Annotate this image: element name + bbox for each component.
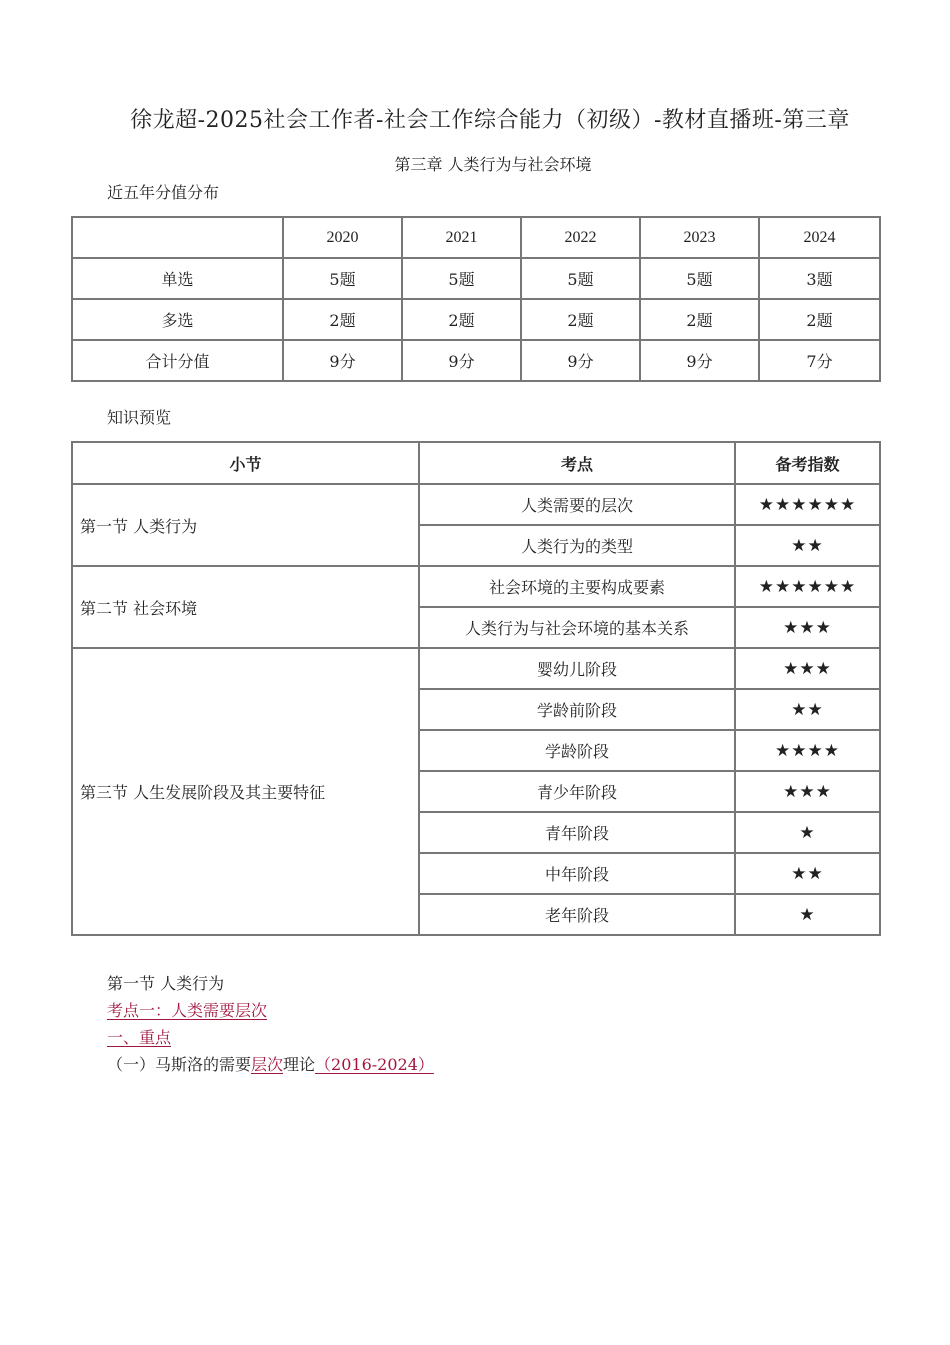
kaodian-heading: 考点一：人类需要层次 bbox=[107, 1001, 268, 1020]
exam-point: 青年阶段 bbox=[419, 812, 735, 853]
exam-point: 青少年阶段 bbox=[419, 771, 735, 812]
table-cell: 9分 bbox=[640, 340, 759, 381]
maslow-line-highlight: 层次 bbox=[251, 1055, 284, 1074]
table-cell: 5题 bbox=[283, 258, 402, 299]
zhongdian-heading: 一、重点 bbox=[107, 1028, 172, 1047]
exam-point: 人类需要的层次 bbox=[419, 484, 735, 525]
table-row bbox=[72, 648, 880, 689]
row-label: 单选 bbox=[72, 258, 283, 299]
score-table-header-row bbox=[72, 217, 880, 258]
row-label: 合计分值 bbox=[72, 340, 283, 381]
year-header: 2021 bbox=[402, 217, 521, 258]
score-table-corner bbox=[72, 217, 283, 258]
table-cell: 2题 bbox=[402, 299, 521, 340]
chapter-heading: 第三章 人类行为与社会环境 bbox=[394, 155, 592, 174]
year-header: 2020 bbox=[283, 217, 402, 258]
exam-point: 人类行为与社会环境的基本关系 bbox=[419, 607, 735, 648]
star-rating: ★ bbox=[735, 812, 880, 853]
star-rating: ★★★★★★ bbox=[735, 484, 880, 525]
table-cell: 9分 bbox=[521, 340, 640, 381]
section-name: 第三节 人生发展阶段及其主要特征 bbox=[72, 648, 419, 935]
column-header: 备考指数 bbox=[735, 442, 880, 484]
exam-point: 社会环境的主要构成要素 bbox=[419, 566, 735, 607]
star-rating: ★★ bbox=[735, 853, 880, 894]
document-title: 徐龙超-2025社会工作者-社会工作综合能力（初级）-教材直播班-第三章 bbox=[130, 108, 850, 133]
star-rating: ★ bbox=[735, 894, 880, 935]
year-header: 2024 bbox=[759, 217, 880, 258]
knowledge-table-header-row bbox=[72, 442, 880, 484]
section-name: 第二节 社会环境 bbox=[72, 566, 419, 648]
maslow-line-years: （2016-2024） bbox=[315, 1055, 434, 1074]
star-rating: ★★★★ bbox=[735, 730, 880, 771]
preview-section-label: 知识预览 bbox=[107, 408, 172, 427]
star-rating: ★★★ bbox=[735, 607, 880, 648]
maslow-line-mid: 理论 bbox=[283, 1055, 316, 1074]
table-cell: 9分 bbox=[402, 340, 521, 381]
column-header: 考点 bbox=[419, 442, 735, 484]
maslow-line bbox=[107, 1052, 434, 1075]
star-rating: ★★★ bbox=[735, 771, 880, 812]
row-label: 多选 bbox=[72, 299, 283, 340]
table-cell: 5题 bbox=[640, 258, 759, 299]
table-cell: 2题 bbox=[759, 299, 880, 340]
star-rating: ★★ bbox=[735, 525, 880, 566]
table-cell: 9分 bbox=[283, 340, 402, 381]
exam-point: 学龄前阶段 bbox=[419, 689, 735, 730]
year-header: 2022 bbox=[521, 217, 640, 258]
table-row bbox=[72, 299, 880, 340]
table-cell: 2题 bbox=[283, 299, 402, 340]
body-section-title: 第一节 人类行为 bbox=[107, 974, 225, 993]
exam-point: 学龄阶段 bbox=[419, 730, 735, 771]
exam-point: 中年阶段 bbox=[419, 853, 735, 894]
table-row bbox=[72, 566, 880, 607]
star-rating: ★★★★★★ bbox=[735, 566, 880, 607]
exam-point: 老年阶段 bbox=[419, 894, 735, 935]
exam-point: 人类行为的类型 bbox=[419, 525, 735, 566]
score-section-label: 近五年分值分布 bbox=[107, 183, 220, 202]
year-header: 2023 bbox=[640, 217, 759, 258]
star-rating: ★★ bbox=[735, 689, 880, 730]
table-row bbox=[72, 484, 880, 525]
table-cell: 2题 bbox=[640, 299, 759, 340]
table-cell: 5题 bbox=[402, 258, 521, 299]
table-row bbox=[72, 340, 880, 381]
exam-point: 婴幼儿阶段 bbox=[419, 648, 735, 689]
column-header: 小节 bbox=[72, 442, 419, 484]
table-cell: 7分 bbox=[759, 340, 880, 381]
table-cell: 3题 bbox=[759, 258, 880, 299]
knowledge-preview-table bbox=[71, 441, 881, 936]
table-cell: 2题 bbox=[521, 299, 640, 340]
score-distribution-table bbox=[71, 216, 881, 382]
star-rating: ★★★ bbox=[735, 648, 880, 689]
maslow-line-prefix: （一）马斯洛的需要 bbox=[107, 1055, 252, 1074]
section-name: 第一节 人类行为 bbox=[72, 484, 419, 566]
table-cell: 5题 bbox=[521, 258, 640, 299]
table-row bbox=[72, 258, 880, 299]
